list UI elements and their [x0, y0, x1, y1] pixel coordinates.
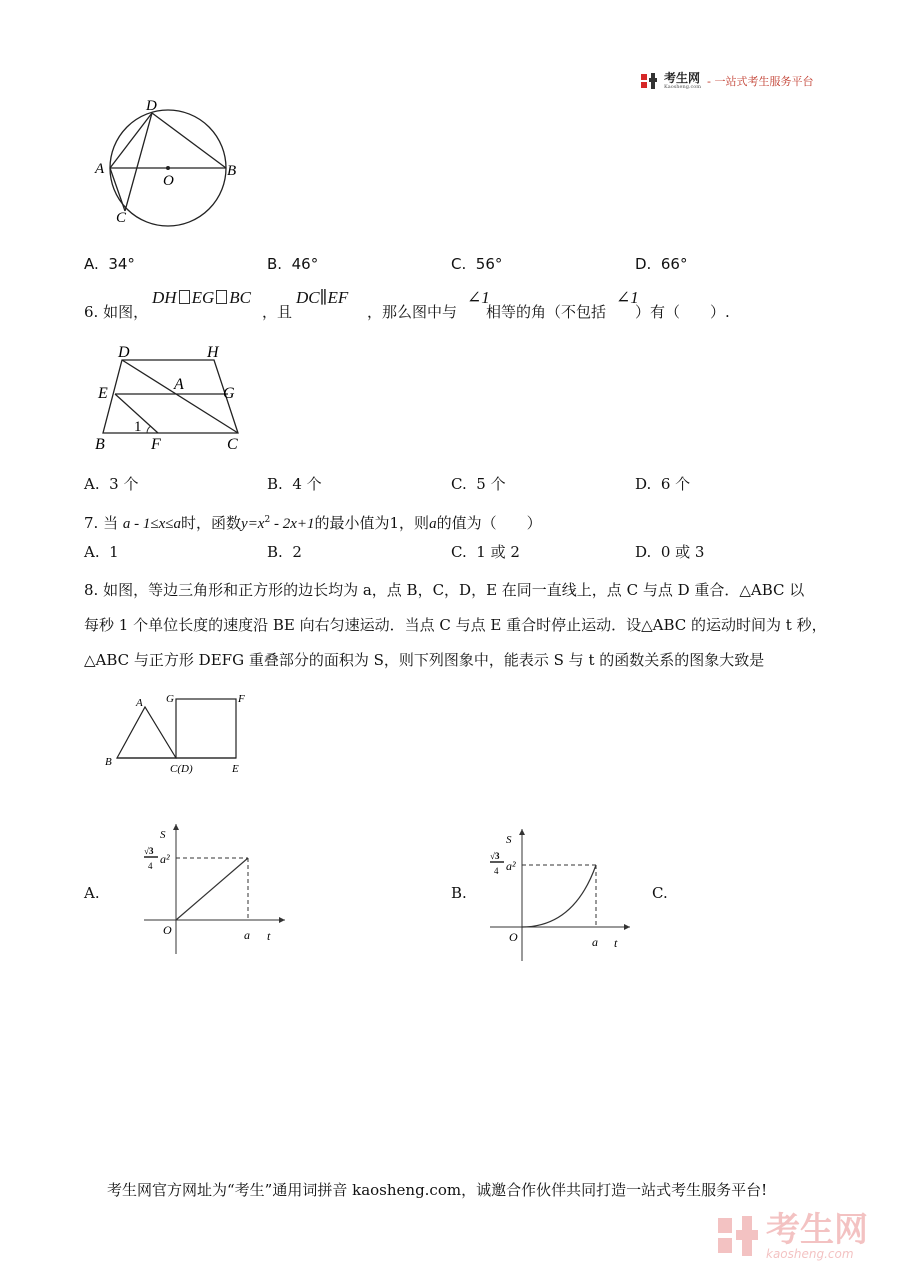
- logo-domain: Kaosheng.com: [664, 84, 702, 90]
- graph-a-value-num: √3: [144, 846, 154, 856]
- q5-label-A: A: [95, 161, 105, 177]
- graph-b: [478, 825, 638, 965]
- q6-label-G: G: [223, 385, 235, 402]
- q5-option-a: A. 34°: [84, 255, 135, 273]
- graph-b-origin: O: [509, 930, 518, 944]
- q5-label-D: D: [146, 98, 157, 114]
- q8-label-F: F: [238, 693, 245, 705]
- q6-label-F: F: [151, 436, 161, 453]
- q5-label-B: B: [227, 163, 237, 179]
- q5-circle-figure: [90, 95, 250, 230]
- q7-option-a: A. 1: [84, 543, 119, 561]
- watermark-name: 考生网: [766, 1210, 868, 1250]
- q8-label-A: A: [136, 697, 143, 709]
- graph-a-key: A.: [84, 884, 100, 902]
- q8-line-2: 每秒 1 个单位长度的速度沿 BE 向右匀速运动．当点 C 与点 E 重合时停止运动．设△ABC 的运动时间为 t 秒，: [84, 616, 827, 634]
- graph-c-key: C.: [652, 884, 668, 902]
- graph-b-curve: [522, 865, 596, 927]
- q6-option-d: D. 6 个: [635, 475, 691, 493]
- q8-label-E: E: [232, 763, 239, 775]
- q6-option-c: C. 5 个: [451, 475, 506, 493]
- watermark-logo-icon: [716, 1214, 760, 1258]
- graph-b-xval: a: [592, 935, 598, 949]
- q7-option-b: B. 2: [267, 543, 302, 561]
- logo-name: 考生网: [664, 71, 701, 85]
- q5-label-O: O: [163, 173, 174, 189]
- graph-a-curve: [176, 858, 248, 920]
- q6-label-D: D: [118, 344, 130, 361]
- q8-line-3: △ABC 与正方形 DEFG 重叠部分的面积为 S，则下列图象中，能表示 S 与 t 的函数关系的图象大致是: [84, 651, 765, 669]
- q7-option-c: C. 1 或 2: [451, 543, 520, 561]
- header-logo: [640, 72, 814, 90]
- q5-label-C: C: [116, 210, 127, 226]
- q6-label-A: A: [174, 376, 184, 393]
- graph-b-xlabel: t: [614, 936, 618, 950]
- q6-label-E: E: [98, 385, 108, 402]
- graph-a-xval: a: [244, 928, 250, 942]
- q8-label-CD: C(D): [170, 763, 193, 775]
- header-slogan: - 一站式考生服务平台: [707, 75, 814, 88]
- q5-option-b: B. 46°: [267, 255, 319, 273]
- kaosheng-logo-icon: [640, 72, 658, 90]
- graph-a-xlabel: t: [267, 929, 271, 943]
- q7-stem: 7. 当 a - 1≤x≤a时，函数$y=x^2 - 2x+1$的最小值为1，则a的值为（ ）: [84, 514, 542, 532]
- graph-a: [130, 818, 290, 958]
- graph-b-value-den: 4: [494, 866, 499, 876]
- graph-b-key: B.: [451, 884, 467, 902]
- q6-label-B: B: [95, 436, 105, 453]
- q8-label-B: B: [105, 756, 112, 768]
- graph-b-ylabel: S: [506, 834, 512, 846]
- q8-label-G: G: [166, 693, 174, 705]
- graph-a-origin: O: [163, 923, 172, 937]
- watermark-domain: kaosheng.com: [766, 1247, 854, 1261]
- footer-watermark: [716, 1212, 868, 1260]
- graph-b-value-var: a²: [506, 859, 516, 873]
- q8-line-1: 8. 如图，等边三角形和正方形的边长均为 a，点 B，C，D，E 在同一直线上，点 C 与点 D 重合．△ABC 以: [84, 581, 805, 599]
- q6-trapezoid-figure: [90, 340, 250, 455]
- q5-option-d: D. 66°: [635, 255, 688, 273]
- graph-b-value-num: √3: [490, 851, 500, 861]
- q6-label-C: C: [227, 436, 238, 453]
- q6-label-1: 1: [134, 419, 142, 435]
- graph-a-value-var: a²: [160, 852, 170, 866]
- graph-a-ylabel: S: [160, 829, 166, 841]
- graph-a-value-den: 4: [148, 861, 153, 871]
- q6-option-a: A. 3 个: [84, 475, 139, 493]
- q6-label-H: H: [207, 344, 219, 361]
- footer-text: 考生网官方网址为“考生”通用词拼音 kaosheng.com，诚邀合作伙伴共同打造一站式考生服务平台!: [107, 1181, 768, 1199]
- q6-option-b: B. 4 个: [267, 475, 322, 493]
- q5-option-c: C. 56°: [451, 255, 503, 273]
- q8-triangle-square-figure: [100, 690, 260, 780]
- q7-option-d: D. 0 或 3: [635, 543, 705, 561]
